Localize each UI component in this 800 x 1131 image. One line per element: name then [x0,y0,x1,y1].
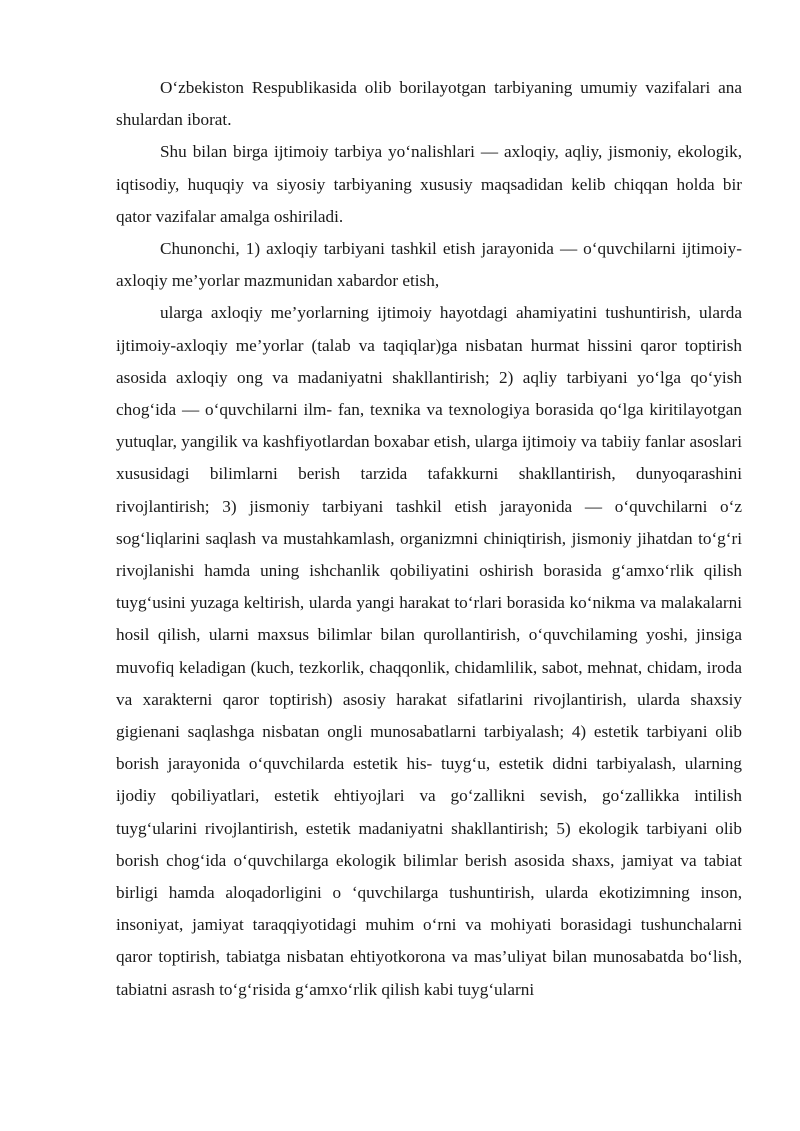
paragraph-2: Shu bilan birga ijtimoiy tarbiya yo‘nalishlari — axloqiy, aqliy, jismoniy, ekologik, iqtisodiy, huquqiy va siyosiy tarbiyaning xususiy maqsadidan kelib chiqqan holda bir qator vazifalar amalga oshiriladi. [116,142,742,226]
document-page [116,72,742,1006]
paragraph-4: ularga axloqiy me’yorlarning ijtimoiy hayotdagi ahamiyatini tushuntirish, ularda ijtimoiy-axloqiy me’yorlar (talab va taqiqlar)ga nisbatan hurmat hissini qaror toptirish asosida axloqiy ong va madaniyatni shakllantirish; 2) aqliy tarbiyani yo‘lga qo‘yish chog‘ida — o‘quvchilarni ilm- fan, texnika va texnologiya borasida qo‘lga kiritilayotgan yutuqlar, yangilik va kashfiyotlardan boxabar etish, ularga ijtimoiy va tabiiy fanlar asoslari xususidagi bilimlarni berish tarzida tafakkurni shakllantirish, dunyoqarashini rivojlantirish; 3) jismoniy tarbiyani tashkil etish jarayonida — o‘quvchilarni o‘z sog‘liqlarini saqlash va mustahkamlash, organizmni chiniqtirish, jismoniy jihatdan to‘g‘ri rivojlanishi hamda uning ishchanlik qobiliyatini oshirish borasida g‘amxo‘rlik qilish tuyg‘usini yuzaga keltirish, ularda yangi harakat to‘rlari borasida ko‘nikma va malakalarni hosil qilish, ularni maxsus bilimlar bilan qurollantirish, o‘quvchilaming yoshi, jinsiga muvofiq keladigan (kuch, tezkorlik, chaqqonlik, chidamlilik, sabot, mehnat, chidam, iroda va xarakterni qaror toptirish) asosiy harakat sifatlarini rivojlantirish, ularda shaxsiy gigienani saqlashga nisbatan ongli munosabatlarni tarbiyalash; 4) estetik tarbiyani olib borish jarayonida o‘quvchilarda estetik his- tuyg‘u, estetik didni tarbiyalash, ularning ijodiy qobiliyatlari, estetik ehtiyojlari va go‘zallikni sevish, go‘zallikka intilish tuyg‘ularini rivojlantirish, estetik madaniyatni shakllantirish; 5) ekologik tarbiyani olib borish chog‘ida o‘quvchilarga ekologik bilimlar berish asosida shaxs, jamiyat va tabiat birligi hamda aloqadorligini o ‘quvchilarga tushuntirish, ularda ekotizimning inson, insoniyat, jamiyat taraqqiyotidagi muhim o‘rni va mohiyati borasidagi tushunchalarni qaror toptirish, tabiatga nisbatan ehtiyotkorona va mas’uliyat bilan munosabatda bo‘lish, tabiatni asrash to‘g‘risida g‘amxo‘rlik qilish kabi tuyg‘ularni [116,303,742,999]
paragraph-1: O‘zbekiston Respublikasida olib borilayotgan tarbiyaning umumiy vazifalari ana shulardan iborat. [116,78,742,130]
paragraph-3: Chunonchi, 1) axloqiy tarbiyani tashkil etish jarayonida — o‘quvchilarni ijtimoiy-axloqiy me’yorlar mazmunidan xabardor etish, [116,239,742,291]
